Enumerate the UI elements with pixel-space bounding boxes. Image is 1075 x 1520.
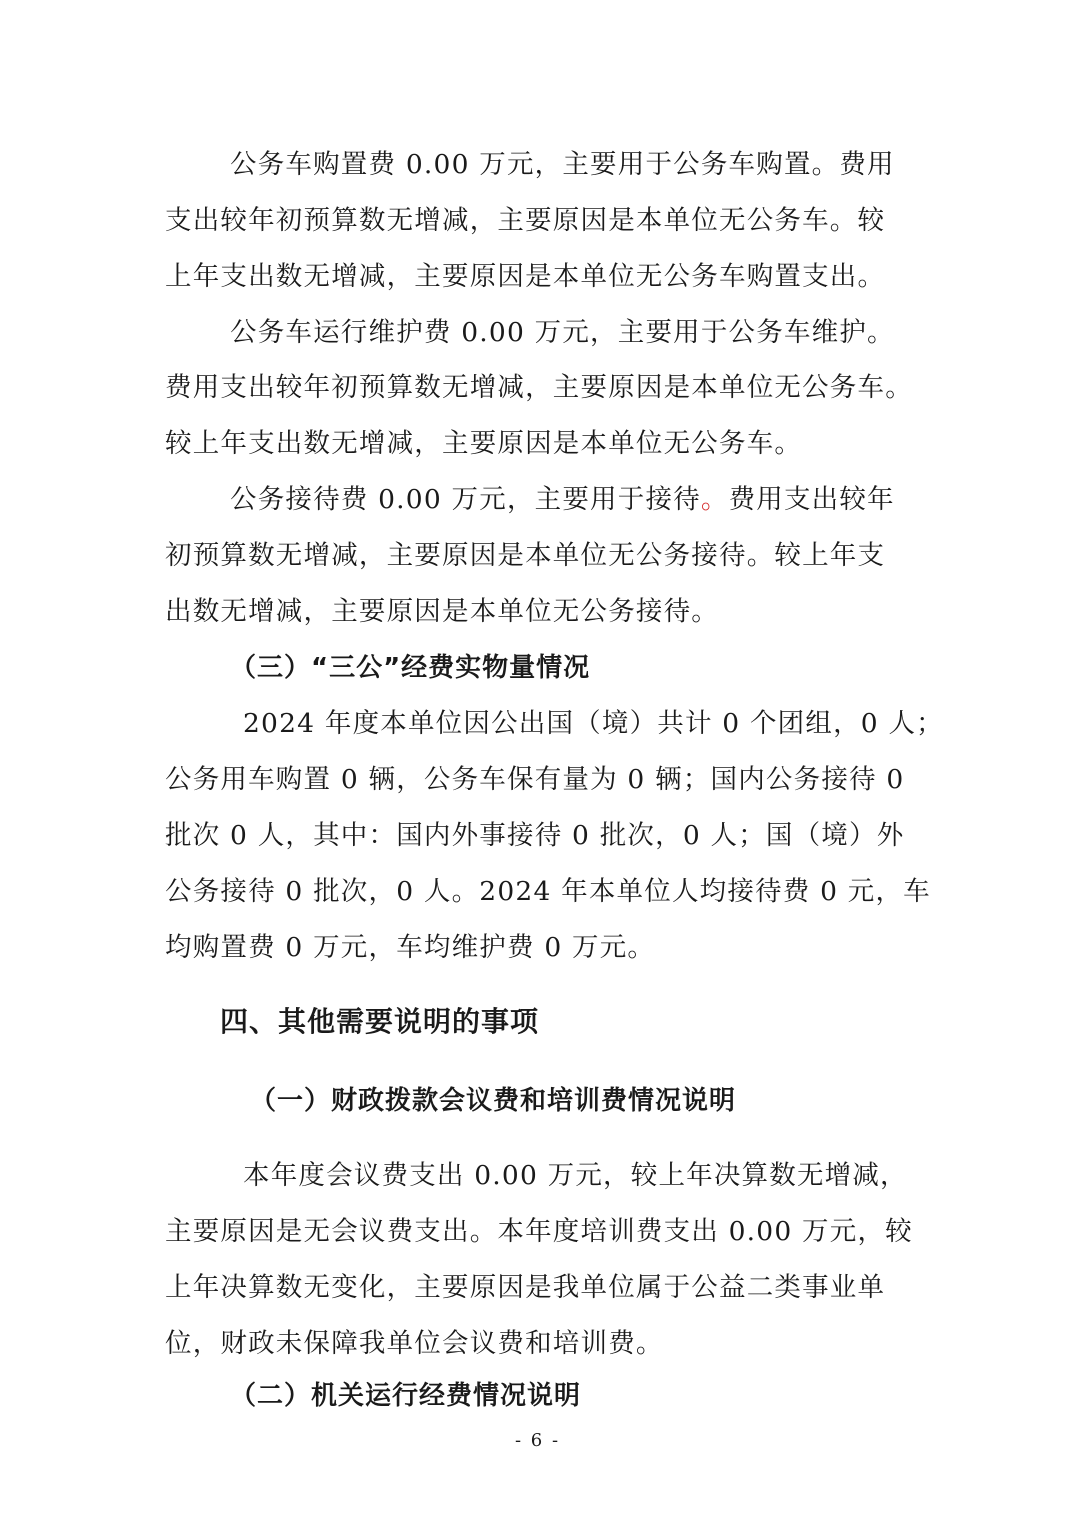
reception-line-1 xyxy=(230,480,895,520)
meeting-line-4: 位，财政未保障我单位会议费和培训费。 xyxy=(165,1328,664,1359)
meeting-line-1: 本年度会议费支出 0.00 万元，较上年决算数无增减， xyxy=(243,1160,908,1191)
meeting-line-2: 主要原因是无会议费支出。本年度培训费支出 0.00 万元，较 xyxy=(165,1216,913,1247)
car-maintenance-line-3: 较上年支出数无增减，主要原因是本单位无公务车。 xyxy=(165,428,803,459)
reception-red-period: 。 xyxy=(700,484,729,515)
heading-sub-one: （一）财政拨款会议费和培训费情况说明 xyxy=(250,1086,737,1116)
reception-line-2: 初预算数无增减，主要原因是本单位无公务接待。较上年支 xyxy=(165,540,886,571)
quantity-line-5: 均购置费 0 万元，车均维护费 0 万元。 xyxy=(165,932,656,963)
heading-sub-two: （二）机关运行经费情况说明 xyxy=(230,1381,582,1411)
car-maintenance-line-1: 公务车运行维护费 0.00 万元，主要用于公务车维护。 xyxy=(230,317,895,348)
heading-three-public-quantity: （三）“三公”经费实物量情况 xyxy=(230,653,591,683)
page-number: - 6 - xyxy=(514,1430,561,1451)
meeting-line-3: 上年决算数无变化，主要原因是我单位属于公益二类事业单 xyxy=(165,1272,886,1303)
reception-line-3: 出数无增减，主要原因是本单位无公务接待。 xyxy=(165,596,719,627)
heading-section-four: 四、其他需要说明的事项 xyxy=(220,1005,540,1038)
quantity-line-4: 公务接待 0 批次，0 人。2024 年本单位人均接待费 0 元，车 xyxy=(165,876,931,907)
car-purchase-line-2: 支出较年初预算数无增减，主要原因是本单位无公务车。较 xyxy=(165,205,886,236)
car-purchase-line-1: 公务车购置费 0.00 万元，主要用于公务车购置。费用 xyxy=(230,149,895,180)
reception-line-1-text-a: 公务接待费 0.00 万元，主要用于接待 xyxy=(230,484,701,515)
car-purchase-line-3: 上年支出数无增减，主要原因是本单位无公务车购置支出。 xyxy=(165,261,886,292)
car-maintenance-line-2: 费用支出较年初预算数无增减，主要原因是本单位无公务车。 xyxy=(165,372,913,403)
reception-line-1-text-b: 费用支出较年 xyxy=(728,484,895,515)
quantity-line-3: 批次 0 人，其中：国内外事接待 0 批次，0 人；国（境）外 xyxy=(165,820,905,851)
quantity-line-1: 2024 年度本单位因公出国（境）共计 0 个团组，0 人； xyxy=(243,708,944,739)
quantity-line-2: 公务用车购置 0 辆，公务车保有量为 0 辆；国内公务接待 0 xyxy=(165,764,905,795)
